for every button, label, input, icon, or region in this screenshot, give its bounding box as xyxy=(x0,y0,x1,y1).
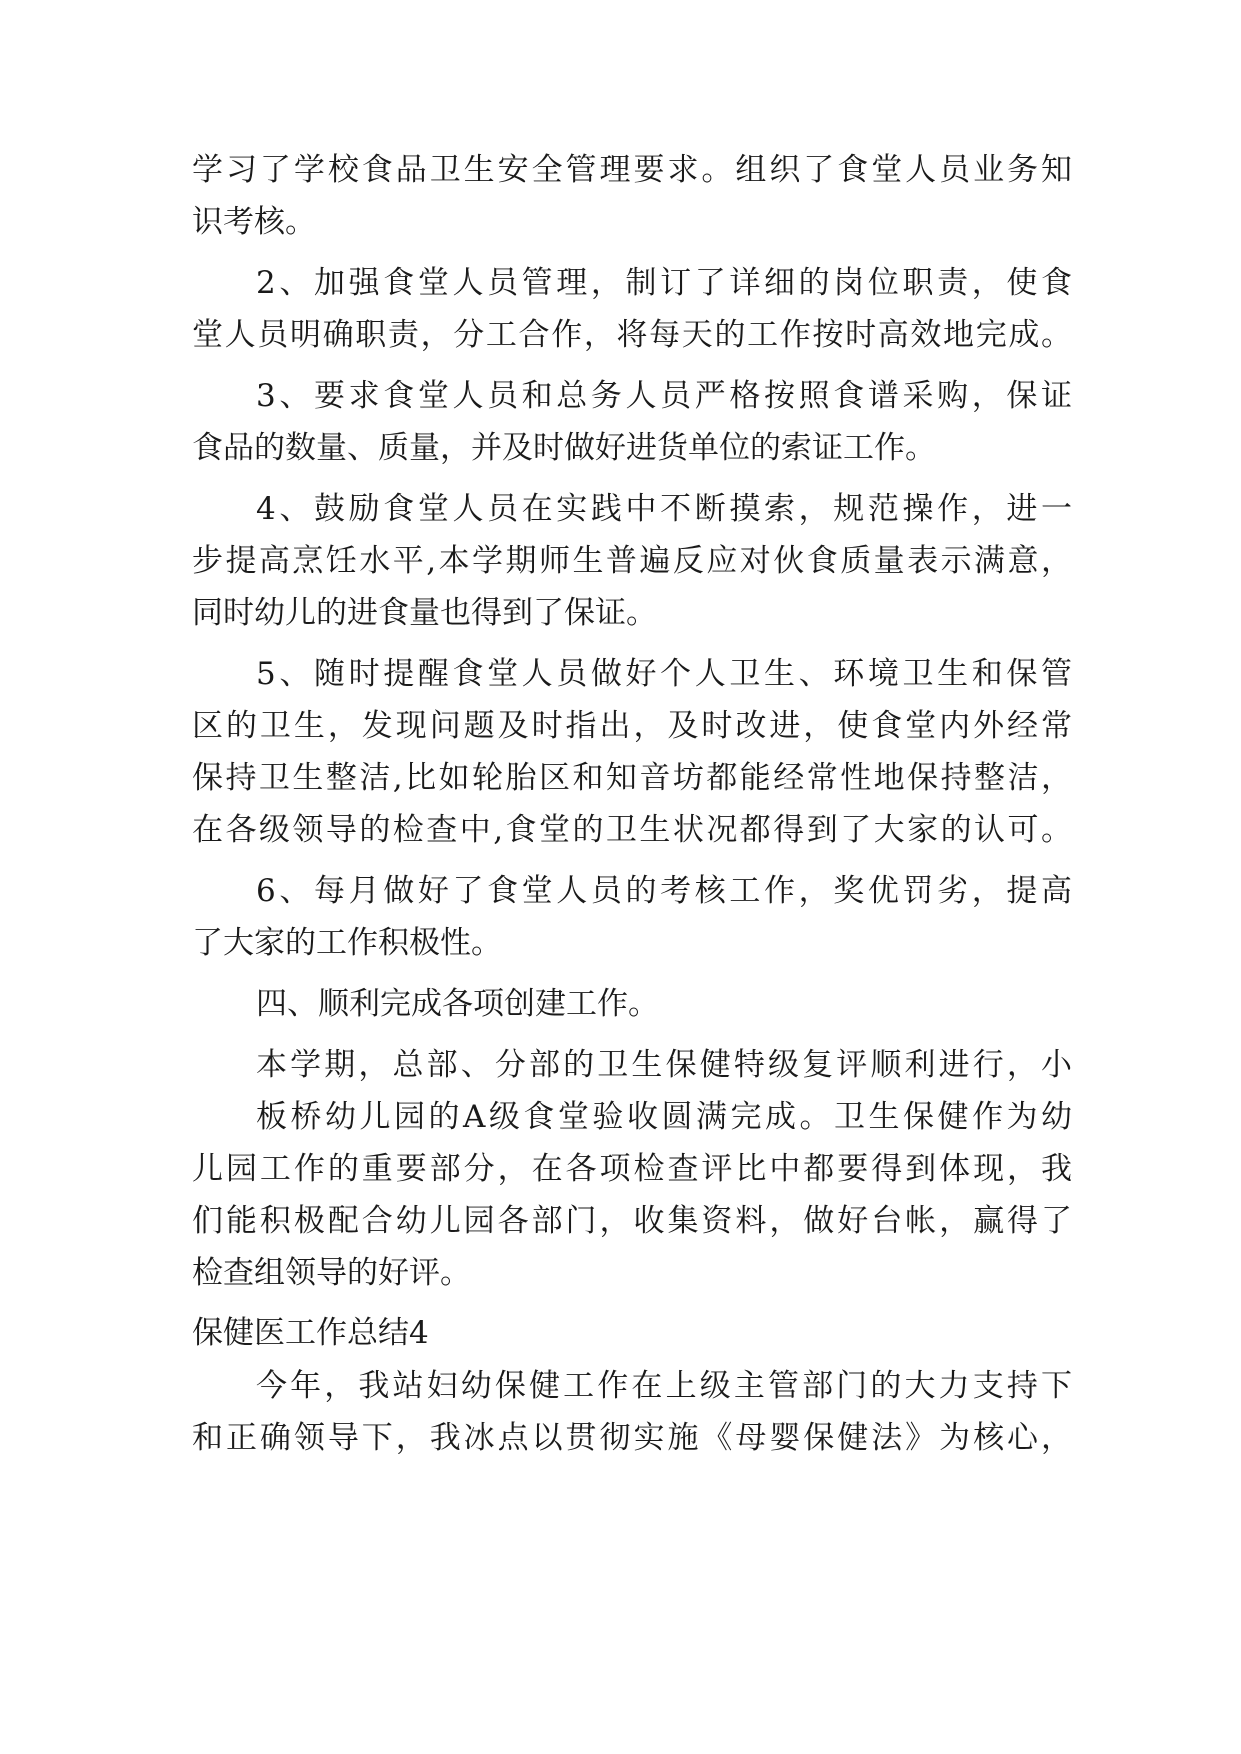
text-line: 食品的数量、质量，并及时做好进货单位的索证工作。 xyxy=(192,430,936,466)
text-line: 6、每月做好了食堂人员的考核工作，奖优罚劣，提高 xyxy=(256,873,1072,909)
text-line: 步提高烹饪水平,本学期师生普遍反应对伙食质量表示满意， xyxy=(192,543,1072,579)
text-line: 板桥幼儿园的A级食堂验收圆满完成。卫生保健作为幼 xyxy=(256,1099,1072,1135)
text-line: 保持卫生整洁,比如轮胎区和知音坊都能经常性地保持整洁， xyxy=(192,760,1072,796)
text-line: 同时幼儿的进食量也得到了保证。 xyxy=(192,595,657,631)
text-line: 了大家的工作积极性。 xyxy=(192,925,502,961)
text-line: 区的卫生，发现问题及时指出，及时改进，使食堂内外经常 xyxy=(192,708,1072,744)
text-line: 堂人员明确职责，分工合作，将每天的工作按时高效地完成。 xyxy=(192,317,1072,353)
text-line: 学习了学校食品卫生安全管理要求。组织了食堂人员业务知 xyxy=(192,152,1072,188)
text-line: 识考核。 xyxy=(192,204,316,240)
text-line: 本学期，总部、分部的卫生保健特级复评顺利进行，小 xyxy=(256,1047,1072,1083)
text-line: 们能积极配合幼儿园各部门，收集资料，做好台帐，赢得了 xyxy=(192,1203,1072,1239)
document-title: 保健医工作总结4 xyxy=(192,1315,429,1351)
text-line: 今年，我站妇幼保健工作在上级主管部门的大力支持下 xyxy=(256,1368,1072,1404)
text-line: 在各级领导的检查中,食堂的卫生状况都得到了大家的认可。 xyxy=(192,812,1072,848)
section-heading: 四、顺利完成各项创建工作。 xyxy=(256,986,659,1022)
text-line: 和正确领导下，我冰点以贯彻实施《母婴保健法》为核心， xyxy=(192,1420,1072,1456)
text-line: 儿园工作的重要部分，在各项检查评比中都要得到体现，我 xyxy=(192,1151,1072,1187)
text-line: 5、随时提醒食堂人员做好个人卫生、环境卫生和保管 xyxy=(256,656,1072,692)
text-line: 2、加强食堂人员管理，制订了详细的岗位职责，使食 xyxy=(256,265,1072,301)
text-line: 4、鼓励食堂人员在实践中不断摸索，规范操作，进一 xyxy=(256,491,1072,527)
text-line: 3、要求食堂人员和总务人员严格按照食谱采购，保证 xyxy=(256,378,1072,414)
text-line: 检查组领导的好评。 xyxy=(192,1255,471,1291)
